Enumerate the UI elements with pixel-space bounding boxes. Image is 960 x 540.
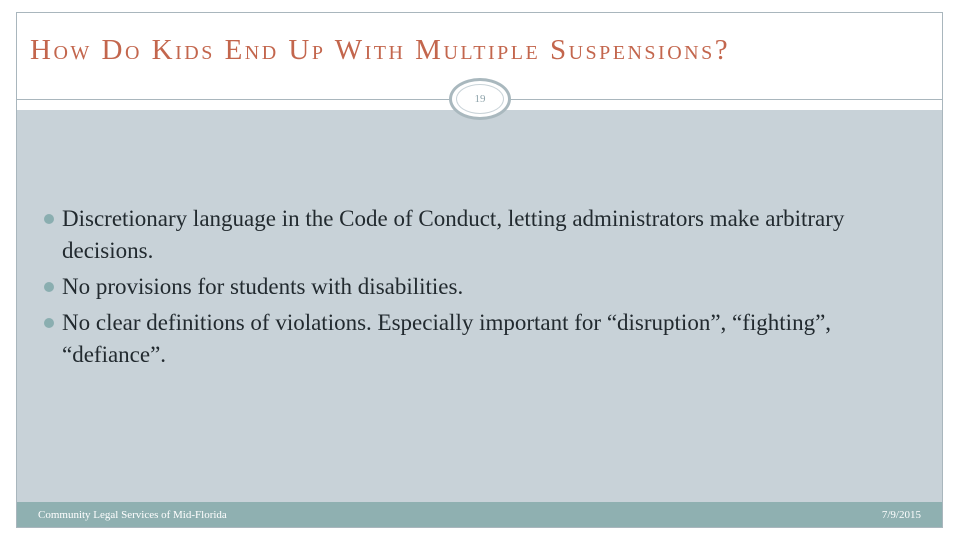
slide-title: How Do Kids End Up With Multiple Suspensions? [30, 34, 731, 66]
bullet-dot-icon [44, 318, 54, 328]
bullet-dot-icon [44, 282, 54, 292]
slide-footer [17, 502, 942, 527]
bullet-text: Discretionary language in the Code of Conduct, letting administrators make arbitrary decisions. [62, 206, 845, 263]
bullet-text: No clear definitions of violations. Especially important for “disruption”, “fighting”, “defiance”. [62, 310, 832, 367]
bullet-item [44, 203, 904, 267]
bullet-text: No provisions for students with disabilities. [62, 274, 464, 299]
bullet-list [44, 203, 904, 375]
bullet-item [44, 271, 904, 303]
footer-organization: Community Legal Services of Mid-Florida [38, 509, 227, 521]
bullet-item [44, 307, 904, 371]
page-number: 19 [456, 84, 504, 114]
page-number-badge [449, 78, 511, 120]
footer-date: 7/9/2015 [881, 509, 921, 521]
bullet-dot-icon [44, 214, 54, 224]
